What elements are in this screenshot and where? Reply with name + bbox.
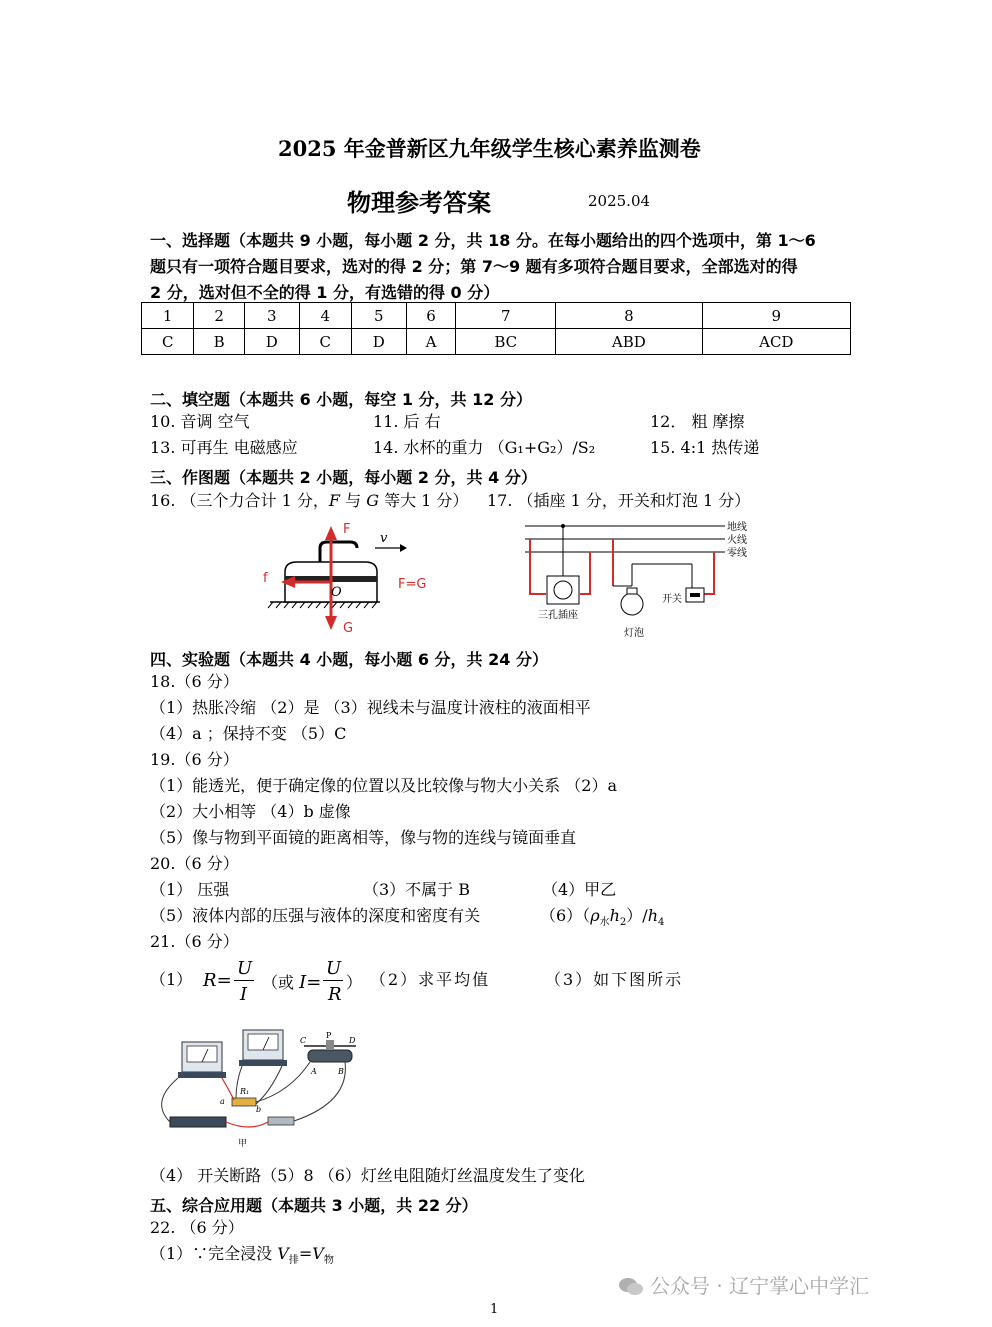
origin-label: O <box>331 585 342 600</box>
answer-cell: C <box>142 329 194 355</box>
formula-close: ） <box>346 973 363 992</box>
section1-heading-line2: 题只有一项符合题目要求，选对的得 2 分；第 7～9 题有多项符合题目要求，全部选对的得 <box>150 257 798 276</box>
slider-p-label: P <box>326 1031 332 1040</box>
answer-cell: ACD <box>702 329 850 355</box>
point-a-label: a <box>220 1097 225 1106</box>
wire <box>162 1078 178 1122</box>
earth-wire-label: 地线 <box>727 522 747 533</box>
friction-label: f <box>263 571 268 586</box>
q21-part2: （2）求平均值 <box>370 970 491 989</box>
q22-v-object: V <box>312 1244 324 1263</box>
page-subtitle: 物理参考答案 <box>347 188 491 217</box>
voltmeter-base <box>239 1060 287 1066</box>
q20-line2a: （5）液体内部的压强与液体的深度和密度有关 <box>150 906 481 925</box>
neutral-wire-label: 零线 <box>727 548 747 559</box>
section2-heading: 二、填空题（本题共 6 小题，每空 1 分，共 12 分） <box>150 390 532 409</box>
q16-var-g: G <box>366 491 379 510</box>
answer-cell: D <box>244 329 299 355</box>
q18-line1: （1）热胀冷缩 （2）是 （3）视线未与温度计液柱的液面相平 <box>150 698 591 717</box>
q16-var-f: F <box>328 491 341 510</box>
q20-line1b: （3）不属于 B <box>363 880 471 899</box>
ammeter-base <box>178 1072 226 1078</box>
q20-h4: h <box>647 906 658 925</box>
switch-icon <box>268 1117 294 1125</box>
switch-toggle <box>690 593 700 597</box>
q22-sub-wu: 物 <box>323 1255 334 1267</box>
answer-cell: B <box>194 329 244 355</box>
answer-cell: C <box>299 329 351 355</box>
watermark <box>618 1270 869 1299</box>
q22-equals: = <box>298 1244 313 1263</box>
ammeter-dial <box>187 1046 217 1062</box>
question-number: 4 <box>299 303 351 329</box>
q20-part6-tail: ）/ <box>626 906 648 925</box>
section4-heading: 四、实验题（本题共 4 小题，每小题 6 分，共 24 分） <box>150 650 548 669</box>
answer-q12: 12． 粗 摩擦 <box>650 412 745 431</box>
live-wire-label: 火线 <box>727 535 747 546</box>
q21-line2: （4） 开关断路（5）8 （6）灯丝电阻随灯丝温度发生了变化 <box>150 1166 585 1185</box>
q19-line3: （5）像与物到平面镜的距离相等，像与物的连线与镜面垂直 <box>150 828 577 847</box>
socket-live-lead <box>530 539 546 594</box>
circuit-apparatus-figure <box>150 1022 365 1150</box>
section1-heading-line1: 一、选择题（本题共 9 小题，每小题 2 分，共 18 分。在每小题给出的四个选项中，第 1～6 <box>150 231 816 250</box>
question-number: 6 <box>406 303 456 329</box>
page-title: 2025 年金普新区九年级学生核心素养监测卷 <box>278 136 701 161</box>
velocity-arrowhead <box>400 544 407 552</box>
formula-equals-2: = <box>306 972 322 993</box>
ground-hatch <box>268 602 377 608</box>
question-number: 1 <box>142 303 194 329</box>
formula-i: I <box>299 972 307 993</box>
q22-title: 22. （6 分） <box>150 1218 244 1237</box>
q20-title: 20.（6 分） <box>150 854 239 873</box>
q18-line2: （4）a ；保持不变 （5）C <box>150 724 347 743</box>
formula-denominator-i: I <box>240 984 248 1005</box>
watermark-text: 公众号 · 辽宁掌心中学汇 <box>650 1274 870 1298</box>
q22-line1 <box>150 1244 334 1271</box>
answer-q11: 11. 后 右 <box>373 412 441 431</box>
q20-rho: ρ <box>590 906 600 925</box>
wire <box>256 1066 282 1104</box>
section5-heading: 五、综合应用题（本题共 3 小题，共 22 分） <box>150 1196 478 1215</box>
curling-stone-handle <box>320 542 357 562</box>
answer-table-number-row <box>142 303 851 329</box>
force-diagram-figure <box>255 518 445 638</box>
question-number: 7 <box>456 303 556 329</box>
socket-label: 三孔插座 <box>538 610 578 621</box>
q20-rho-sub: 水 <box>599 917 610 929</box>
q21-part3: （3）如下图所示 <box>545 970 684 989</box>
q21-title: 21.（6 分） <box>150 932 239 951</box>
bulb-label: 灯泡 <box>624 628 644 639</box>
q19-line2: （2）大小相等 （4）b 虚像 <box>150 802 351 821</box>
question-number: 8 <box>556 303 702 329</box>
q20-h2-sub: 2 <box>619 917 627 929</box>
question-number: 3 <box>244 303 299 329</box>
formula-equals: = <box>216 970 232 991</box>
q16-number: 16. <box>150 491 176 510</box>
formula-or: （或 <box>262 973 300 992</box>
answer-q17: 17. （插座 1 分，开关和灯泡 1 分） <box>487 491 751 510</box>
q16-text-b: 与 <box>340 491 367 510</box>
terminal-d-label: D <box>349 1036 356 1045</box>
q16-text-c: 等大 1 分） <box>378 491 469 510</box>
support-force-arrowhead <box>325 526 337 540</box>
figure-label-jia: 甲 <box>238 1139 248 1149</box>
q22-part1-text: （1）∵完全浸没 <box>150 1244 278 1263</box>
q21-part1-label: （1） <box>150 970 193 989</box>
q16-text-a: （三个力合计 1 分， <box>180 491 329 510</box>
point-b-label: b <box>256 1105 262 1114</box>
q20-line1a: （1） 压强 <box>150 880 230 899</box>
section3-heading: 三、作图题（本题共 2 小题，每小题 2 分，共 4 分） <box>150 468 537 487</box>
velocity-label: v <box>380 531 388 546</box>
q22-sub-pai: 排 <box>288 1255 299 1267</box>
terminal-c-label: C <box>300 1036 307 1045</box>
answer-table <box>141 302 851 355</box>
formula-r: R <box>203 970 217 991</box>
terminal-a-label: A <box>311 1067 317 1076</box>
answer-cell: ABD <box>556 329 702 355</box>
resistor-icon <box>232 1098 256 1106</box>
fraction-bar <box>234 980 254 981</box>
bulb-base <box>627 588 637 594</box>
section1-heading-line3: 2 分，选对但不全的得 1 分，有选错的得 0 分） <box>150 283 500 302</box>
answer-q13: 13. 可再生 电磁感应 <box>150 438 298 457</box>
question-number: 9 <box>702 303 850 329</box>
answer-cell: D <box>351 329 406 355</box>
battery-icon <box>170 1117 226 1127</box>
q20-part6-prefix: （6）（ <box>540 906 591 925</box>
terminal-b-label: B <box>338 1067 344 1076</box>
answer-table-answer-row <box>142 329 851 355</box>
q22-v-displaced: V <box>277 1244 289 1263</box>
formula-numerator-u-2: U <box>326 958 342 979</box>
answer-q14: 14. 水杯的重力 （G₁+G₂）/S₂ <box>373 438 596 457</box>
voltmeter-dial <box>248 1034 278 1050</box>
answer-q16 <box>150 491 468 511</box>
socket-neutral-lead <box>580 552 590 594</box>
question-number: 5 <box>351 303 406 329</box>
q19-title: 19.（6 分） <box>150 750 239 769</box>
q20-h4-sub: 4 <box>658 917 665 929</box>
page-number: 1 <box>490 1302 499 1317</box>
q20-line1c: （4）甲乙 <box>542 880 617 899</box>
answer-cell: A <box>406 329 456 355</box>
resistor-label: R₁ <box>240 1087 250 1096</box>
circuit-wiring-figure <box>520 514 760 644</box>
question-number: 2 <box>194 303 244 329</box>
support-force-label: F <box>343 522 351 537</box>
rheostat-slider <box>326 1040 334 1050</box>
junction-dot <box>561 524 565 528</box>
switch-label: 开关 <box>662 594 682 605</box>
answer-q15: 15. 4:1 热传递 <box>650 438 760 457</box>
three-pin-socket <box>547 576 579 604</box>
q20-h2: h <box>609 906 620 925</box>
gravity-label: G <box>343 621 354 636</box>
gravity-arrowhead <box>325 616 337 630</box>
wechat-icon <box>618 1276 644 1296</box>
fraction-bar-2 <box>323 980 343 981</box>
bulb-icon <box>621 593 643 615</box>
rheostat-icon <box>308 1050 352 1062</box>
q18-title: 18.（6 分） <box>150 672 239 691</box>
answer-cell: BC <box>456 329 556 355</box>
q20-line2b <box>540 906 664 933</box>
wire <box>226 1122 268 1127</box>
force-equal-label: F=G <box>398 577 427 592</box>
exam-date: 2025.04 <box>588 192 651 210</box>
formula-numerator-u: U <box>237 958 253 979</box>
answer-q10: 10. 音调 空气 <box>150 412 250 431</box>
q19-line1: （1）能透光，便于确定像的位置以及比较像与物大小关系 （2）a <box>150 776 617 795</box>
formula-denominator-r: R <box>328 984 342 1005</box>
